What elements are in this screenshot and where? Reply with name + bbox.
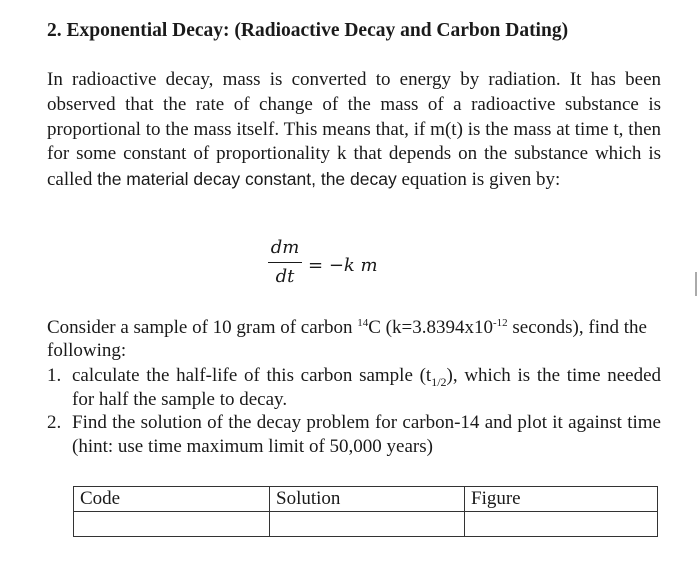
list-item-text-before: calculate the half-life of this carbon sample (t xyxy=(72,365,432,386)
equation-denominator: dt xyxy=(275,266,295,287)
consider-after: seconds), find the following: xyxy=(47,317,647,361)
consider-before: Consider a sample of 10 gram of carbon xyxy=(47,317,358,338)
list-item-text-after: ), which is the time needed for half the sample to decay. xyxy=(72,365,662,410)
fraction-bar xyxy=(268,262,302,263)
list-item-text: Find the solution of the decay problem for carbon-14 and plot it against time (hint: use time maximum limit of 50,000 years) xyxy=(72,412,661,457)
table-row xyxy=(74,512,658,537)
table-header-row xyxy=(74,487,658,512)
equation-rhs-value: −k m xyxy=(328,255,378,276)
equation-numerator: dm xyxy=(270,237,300,258)
intro-text-part3: equation is given by: xyxy=(396,169,561,191)
list-item xyxy=(47,411,661,458)
page-edge-mark xyxy=(695,272,697,296)
equals-sign: = xyxy=(308,255,324,276)
equation-fraction xyxy=(268,236,302,289)
table-header-figure: Figure xyxy=(465,487,658,512)
intro-paragraph xyxy=(47,68,661,193)
list-item-number: 1. xyxy=(47,365,62,386)
task-list xyxy=(47,364,661,458)
isotope-superscript: 14 xyxy=(357,317,369,329)
consider-mid: C (k=3.8394x10 xyxy=(368,317,493,338)
list-item xyxy=(47,364,661,411)
intro-text-part1: In radioactive decay, mass is converted to energy by radiation. It has been observed that the rate of change of the mass of a radioactive substance is proportional to the mass itself. This means that, if m(t) is the mass at time t, then for some constant of proportionality k that depends on the substance which is called xyxy=(47,69,661,191)
list-item-number: 2. xyxy=(47,412,62,433)
answer-table xyxy=(73,486,658,537)
table-header-code: Code xyxy=(74,487,270,512)
consider-paragraph xyxy=(47,316,661,362)
table-header-solution: Solution xyxy=(270,487,465,512)
exponent-superscript: -12 xyxy=(492,317,508,329)
section-heading: 2. Exponential Decay: (Radioactive Decay and Carbon Dating) xyxy=(47,20,569,41)
equation-rhs xyxy=(308,255,378,276)
half-life-subscript: 1/2 xyxy=(431,374,447,389)
table-cell-figure[interactable] xyxy=(465,512,658,537)
table-cell-solution[interactable] xyxy=(270,512,465,537)
intro-text-part2: the material decay constant, the decay xyxy=(97,169,397,190)
table-cell-code[interactable] xyxy=(74,512,270,537)
